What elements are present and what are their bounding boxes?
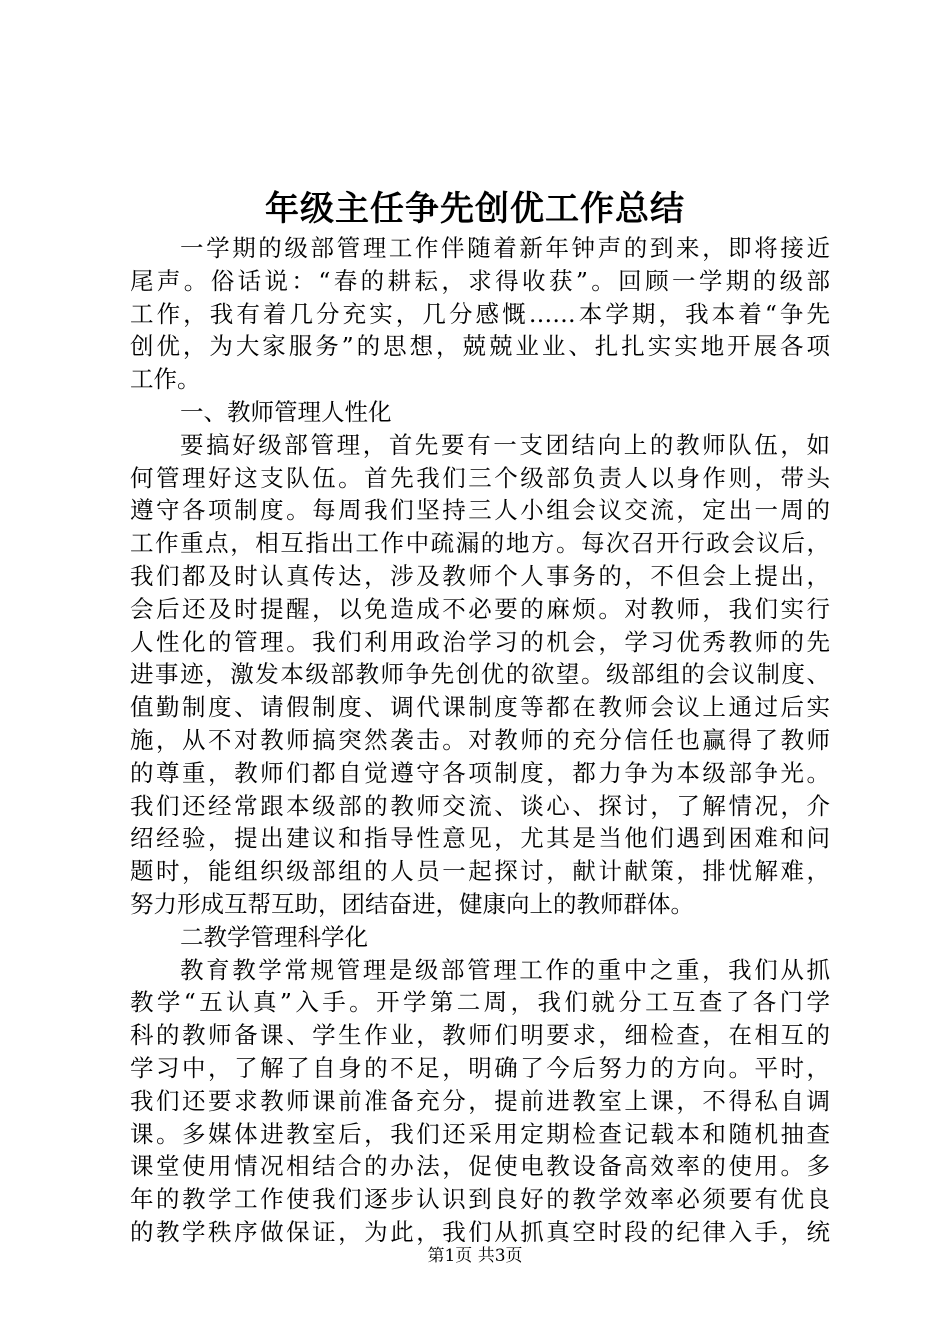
document-title: 年级主任争先创优工作总结 [265, 189, 685, 229]
body-text-line: 绍经验，提出建议和指导性意见，尤其是当他们遇到困难和问 [130, 824, 830, 853]
document-body [130, 232, 830, 1249]
body-text-line: 的尊重，教师们都自觉遵守各项制度，都力争为本级部争光。 [130, 758, 830, 787]
body-text-line: 一学期的级部管理工作伴随着新年钟声的到来，即将接近 [180, 234, 830, 262]
section-heading: 二教学管理科学化 [180, 922, 368, 951]
section-heading: 一、教师管理人性化 [180, 397, 392, 426]
page-number-footer: 第1页 共3页 [427, 1246, 523, 1266]
body-text-line: 教育教学常规管理是级部管理工作的重中之重，我们从抓 [180, 955, 830, 984]
body-text-line: 何管理好这支队伍。首先我们三个级部负责人以身作则，带头 [130, 463, 830, 492]
body-text-line: 科的教师备课、学生作业，教师们明要求，细检查，在相互的 [130, 1021, 830, 1050]
body-text-line: 我们都及时认真传达，涉及教师个人事务的，不但会上提出， [130, 561, 830, 590]
body-text-line: 进事迹，激发本级部教师争先创优的欲望。级部组的会议制度、 [130, 660, 830, 689]
body-text-line: 要搞好级部管理，首先要有一支团结向上的教师队伍，如 [180, 430, 830, 459]
body-text-line: 的教学秩序做保证，为此，我们从抓真空时段的纪律入手，统 [130, 1217, 830, 1246]
body-text-line: 人性化的管理。我们利用政治学习的机会，学习优秀教师的先 [130, 627, 830, 656]
body-text-line: 工作重点，相互指出工作中疏漏的地方。每次召开行政会议后， [130, 529, 830, 558]
body-text-line: 值勤制度、请假制度、调代课制度等都在教师会议上通过后实 [130, 693, 830, 722]
body-text-line: 我们还经常跟本级部的教师交流、谈心、探讨，了解情况，介 [130, 791, 830, 820]
body-text-line: 努力形成互帮互助，团结奋进，健康向上的教师群体。 [130, 889, 694, 918]
body-text-line: 题时，能组织级部组的人员一起探讨，献计献策，排忧解难， [130, 857, 830, 886]
body-text-line: 工作，我有着几分充实，几分感慨……本学期，我本着“争先 [130, 299, 830, 328]
body-text-line: 施，从不对教师搞突然袭击。对教师的充分信任也赢得了教师 [130, 725, 830, 754]
body-text-line: 尾声。俗话说：“春的耕耘，求得收获”。回顾一学期的级部 [130, 266, 830, 295]
body-text-line: 年的教学工作使我们逐步认识到良好的教学效率必须要有优良 [130, 1185, 830, 1214]
body-text-line: 教学“五认真”入手。开学第二周，我们就分工互查了各门学 [130, 988, 830, 1017]
body-text-line: 课堂使用情况相结合的办法，促使电教设备高效率的使用。多 [130, 1152, 830, 1181]
body-text-line: 我们还要求教师课前准备充分，提前进教室上课，不得私自调 [130, 1086, 830, 1115]
body-text-line: 会后还及时提醒，以免造成不必要的麻烦。对教师，我们实行 [130, 594, 830, 623]
body-text-line: 创优，为大家服务”的思想，兢兢业业、扎扎实实地开展各项 [130, 332, 830, 361]
body-text-line: 遵守各项制度。每周我们坚持三人小组会议交流，定出一周的 [130, 496, 830, 525]
body-text-line: 学习中，了解了自身的不足，明确了今后努力的方向。平时， [130, 1053, 830, 1082]
body-text-line: 课。多媒体进教室后，我们还采用定期检查记载本和随机抽查 [130, 1119, 830, 1148]
body-text-line: 工作。 [130, 365, 201, 394]
